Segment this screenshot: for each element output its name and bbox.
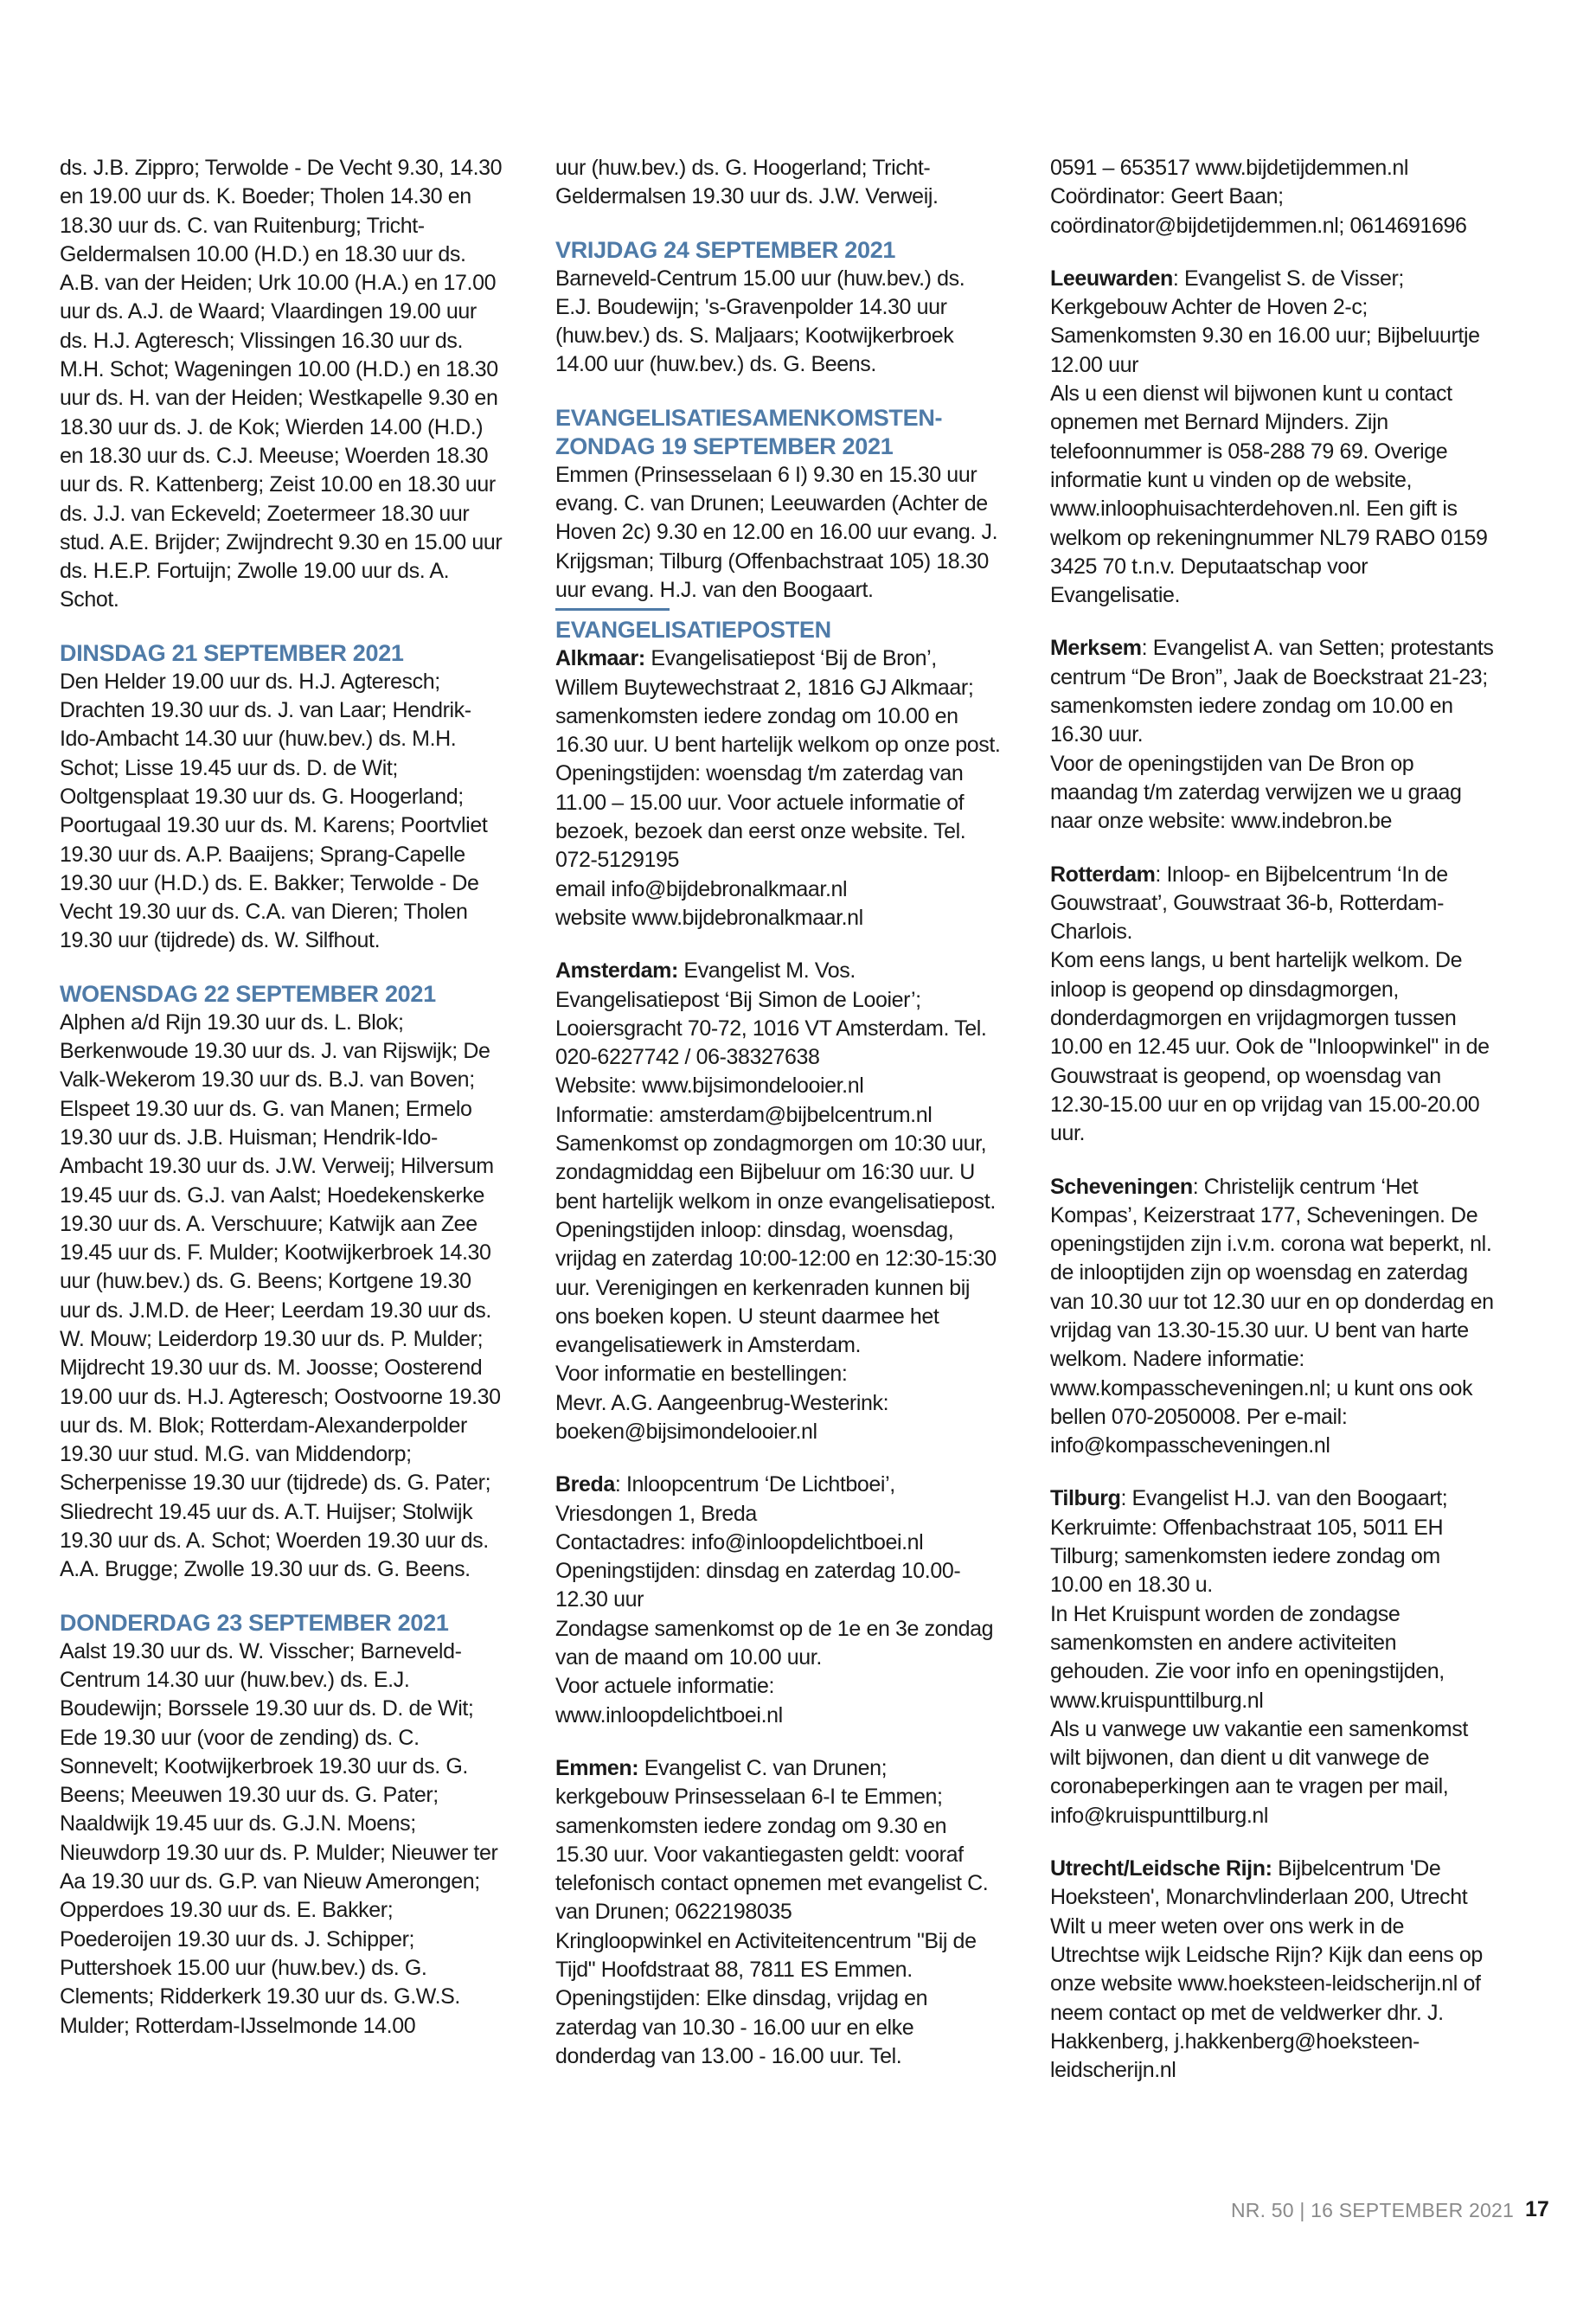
place-name-merksem: Merksem [1050,636,1142,661]
entry-rotterdam: Rotterdam: Inloop- en Bijbelcentrum ‘In de Gouwstraat’, Gouwstraat 36-b, Rotterdam-Charlois. [1050,862,1448,945]
utrecht-details: Wilt u meer weten over ons werk in de Utrechtse wijk Leidsche Rijn? Kijk dan eens op onze website www.hoeksteen-leidscherijn.nl of neem contact op met de veldwerker dhr. J. Hakkenberg, j.hakkenberg@hoeksteen-leidscherijn.nl [1050,1913,1483,2083]
paragraph-dinsdag: Den Helder 19.00 uur ds. H.J. Agteresch; Drachten 19.30 uur ds. J. van Laar; Hendrik-Ido-Ambacht 14.30 uur (huw.bev.) ds. M.H. Schot; Lisse 19.45 uur ds. D. de Wit; Ooltgensplaat 19.30 uur ds. G. Hoogerland; Poortugaal 19.30 uur ds. M. Karens; Poortvliet 19.30 uur ds. A.P. Baaijens; Sprang-Capelle 19.30 uur (H.D.) ds. E. Bakker; Terwolde - De Vecht 19.30 uur ds. C.A. van Dieren; Tholen 19.30 uur (tijdrede) ds. W. Silfhout. [60,669,488,953]
paragraph-donderdag: Aalst 19.30 uur ds. W. Visscher; Barneveld-Centrum 14.30 uur (huw.bev.) ds. E.J. Boudewijn; Borssele 19.30 uur ds. D. de Wit; Ede 19.30 uur (voor de zending) ds. C. Sonnevelt; Kootwijkerbroek 19.30 uur ds. G. Beens; Meeuwen 19.30 uur ds. G. Pater; Naaldwijk 19.45 uur ds. G.J.N. Moens; Nieuwdorp 19.30 uur ds. P. Mulder; Nieuwer ter Aa 19.30 uur ds. G.P. van Nieuw Amerongen; Opperdoes 19.30 uur ds. E. Bakker; Poederoijen 19.30 uur ds. J. Schipper; Puttershoek 15.00 uur (huw.bev.) ds. G. Clements; Ridderkerk 19.30 uur ds. G.W.S. Mulder; Rotterdam-IJsselmonde 14.00 [60,1638,498,2038]
amsterdam-details: Samenkomst op zondagmorgen om 10:30 uur, zondagmiddag een Bijbeluur om 16:30 uur. U bent hartelijk welkom in onze evangelisatiepost. Openingstijden inloop: dinsdag, woensdag, vrijdag en zaterdag 10:00-12:00 en 12:30-15:30 uur. Verenigingen en kerkenraden kunnen bij ons boeken kopen. U steunt daarmee het evangelisatiewerk in Amsterdam. [555,1131,997,1358]
entry-merksem: Merksem: Evangelist A. van Setten; protestants centrum “De Bron”, Jaak de Boeckstraat 21-23; samenkomsten iedere zondag om 10.00 en 16.30 uur. [1050,636,1494,747]
amsterdam-website: Website: www.bijsimondelooier.nl [555,1074,864,1099]
paragraph-woensdag: Alphen a/d Rijn 19.30 uur ds. L. Blok; Berkenwoude 19.30 uur ds. J. van Rijswijk; De Valk-Wekerom 19.30 uur ds. B.J. van Boven; Elspeet 19.30 uur ds. G. van Manen; Ermelo 19.30 uur ds. J.B. Huisman; Hendrik-Ido-Ambacht 19.30 uur ds. J.W. Verweij; Hilversum 19.45 uur ds. G.J. van Aalst; Hoedekenskerke 19.30 uur ds. A. Verschuure; Katwijk aan Zee 19.45 uur ds. F. Mulder; Kootwijkerbroek 14.30 uur (huw.bev.) ds. G. Beens; Kortgene 19.30 uur ds. J.M.D. de Heer; Leerdam 19.30 uur ds. W. Mouw; Leiderdorp 19.30 uur ds. P. Mulder; Mijdrecht 19.30 uur ds. M. Joosse; Oosterend 19.00 uur ds. H.J. Agteresch; Oostvoorne 19.30 uur ds. M. Blok; Rotterdam-Alexanderpolder 19.30 uur stud. M.G. van Middendorp; Scherpenisse 19.30 uur (tijdrede) ds. G. Pater; Sliedrecht 19.45 uur ds. A.T. Huijser; Stolwijk 19.30 uur ds. A. Schot; Woerden 19.30 uur ds. A.A. Brugge; Zwolle 19.30 uur ds. G. Beens. [60,1009,501,1582]
place-name-leeuwarden: Leeuwarden [1050,266,1173,291]
amsterdam-contact: Mevr. A.G. Aangeenbrug-Westerink: boeken@bijsimondelooier.nl [555,1390,889,1444]
alkmaar-email: email info@bijdebronalkmaar.nl [555,876,848,901]
breda-meeting: Zondagse samenkomst op de 1e en 3e zondag van de maand om 10.00 uur. [555,1616,994,1670]
tilburg-kruispunt: In Het Kruispunt worden de zondagse samenkomsten en andere activiteiten gehouden. Zie voor info en openingstijden, www.kruispunttilburg.nl [1050,1601,1445,1713]
breda-contact: Contactadres: info@inloopdelichtboei.nl [555,1529,924,1554]
amsterdam-orders: Voor informatie en bestellingen: [555,1362,848,1387]
breda-info-label: Voor actuele informatie: [555,1674,775,1699]
rotterdam-details: Kom eens langs, u bent hartelijk welkom. De inloop is geopend op dinsdagmorgen, donderdagmorgen en vrijdagmorgen tussen 10.00 en 12.45 uur. Ook de "Inloopwinkel" in de Gouwstraat is geopend, op woensdag van 12.30-15.00 uur en op vrijdag van 15.00-20.00 uur. [1050,948,1490,1146]
place-name-rotterdam: Rotterdam [1050,862,1156,887]
paragraph-vrijdag: Barneveld-Centrum 15.00 uur (huw.bev.) ds. E.J. Boudewijn; 's-Gravenpolder 14.30 uur (huw.bev.) ds. S. Maljaars; Kootwijkerbroek 14.00 uur (huw.bev.) ds. G. Beens. [555,266,965,377]
entry-amsterdam: Amsterdam: Evangelist M. Vos. Evangelisatiepost ‘Bij Simon de Looier’; Looiersgracht 70-72, 1016 VT Amsterdam. Tel. 020-6227742 / 06-38327638 [555,958,987,1070]
place-name-breda: Breda [555,1472,615,1497]
entry-utrecht: Utrecht/Leidsche Rijn: Bijbelcentrum 'De Hoeksteen', Monarchvlinderlaan 200, Utrecht [1050,1856,1468,1910]
paragraph-donderdag-continued: uur (huw.bev.) ds. G. Hoogerland; Tricht-Geldermalsen 19.30 uur ds. J.W. Verweij. [555,156,939,209]
breda-website: www.inloopdelichtboei.nl [555,1702,783,1727]
heading-dinsdag: DINSDAG 21 SEPTEMBER 2021 [60,639,404,666]
column-1 [60,154,505,2041]
heading-evangelisatieposten: EVANGELISATIEPOSTEN [555,617,831,644]
emmen-kringloop: Kringloopwinkel en Activiteitencentrum "Bij de Tijd" Hoofdstraat 88, 7811 ES Emmen. Openingstijden: Elke dinsdag, vrijdag en zaterdag van 10.30 - 16.00 uur en elke donderdag van 13.00 - 16.00 uur. Tel. [555,1928,977,2068]
emmen-coordinator: Coördinator: Geert Baan; coördinator@bijdetijdemmen.nl; 0614691696 [1050,184,1467,238]
column-3 [1050,154,1496,2085]
paragraph-evangelisatiesamenkomsten: Emmen (Prinsesselaan 6 I) 9.30 en 15.30 uur evang. C. van Drunen; Leeuwarden (Achter de Hoven 2c) 9.30 en 12.00 en 16.00 uur evang. J. Krijgsman; Tilburg (Offenbachstraat 105) 18.30 uur evang. H.J. van den Boogaart. [555,462,998,602]
place-name-alkmaar: Alkmaar: [555,646,645,671]
amsterdam-info: Informatie: amsterdam@bijbelcentrum.nl [555,1102,933,1127]
breda-hours: Openingstijden: dinsdag en zaterdag 10.00-12.30 uur [555,1559,961,1612]
entry-leeuwarden: Leeuwarden: Evangelist S. de Visser; Kerkgebouw Achter de Hoven 2-c; Samenkomsten 9.30 en 16.00 uur; Bijbeluurtje 12.00 uur [1050,266,1480,377]
tilburg-vakantie: Als u vanwege uw vakantie een samenkomst wilt bijwonen, dan dient u dit vanwege de coronabeperkingen aan te vragen per mail, info@kruispunttilburg.nl [1050,1716,1468,1828]
page-number: 17 [1525,2197,1549,2221]
heading-evangelisatiesamenkomsten-1: EVANGELISATIESAMENKOMSTEN- [555,404,943,431]
paragraph-zondag-continued: ds. J.B. Zippro; Terwolde - De Vecht 9.30, 14.30 en 19.00 uur ds. K. Boeder; Tholen 14.30 en 18.30 uur ds. C. van Ruitenburg; Tricht-Geldermalsen 10.00 (H.D.) en 18.30 uur ds. A.B. van der Heiden; Urk 10.00 (H.A.) en 17.00 uur ds. A.J. de Waard; Vlaardingen 19.00 uur ds. H.J. Agteresch; Vlissingen 16.30 uur ds. M.H. Schot; Wageningen 10.00 (H.D.) en 18.30 uur ds. H. van der Heiden; Westkapelle 9.30 en 18.30 uur ds. J. de Kok; Wierden 14.00 (H.D.) en 18.30 uur ds. C.J. Meeuse; Woerden 18.30 uur ds. R. Kattenberg; Zeist 10.00 en 18.30 uur ds. J.J. van Eckeveld; Zoetermeer 18.30 uur stud. A.E. Brijder; Zwijndrecht 9.30 en 15.00 uur ds. H.E.P. Fortuijn; Zwolle 19.00 uur ds. A. Schot. [60,156,503,612]
entry-tilburg: Tilburg: Evangelist H.J. van den Boogaart; Kerkruimte: Offenbachstraat 105, 5011 EH Tilburg; samenkomsten iedere zondag om 10.00 en 18.30 u. [1050,1486,1448,1598]
leeuwarden-details: Als u een dienst wil bijwonen kunt u contact opnemen met Bernard Mijnders. Zijn telefoonnummer is 058-288 79 69. Overige informatie kunt u vinden op de website, www.inloophuisachterdehoven.nl. Een gift is welkom op rekeningnummer NL79 RABO 0159 3425 70 t.n.v. Deputaatschap voor Evangelisatie. [1050,381,1488,608]
heading-vrijdag: VRIJDAG 24 SEPTEMBER 2021 [555,236,896,263]
place-name-emmen: Emmen: [555,1755,639,1780]
place-name-utrecht: Utrecht/Leidsche Rijn: [1050,1856,1272,1881]
place-name-scheveningen: Scheveningen [1050,1174,1193,1199]
place-name-tilburg: Tilburg [1050,1486,1121,1511]
emmen-phone-continued: 0591 – 653517 www.bijdetijdemmen.nl [1050,156,1409,180]
heading-donderdag: DONDERDAG 23 SEPTEMBER 2021 [60,1609,449,1636]
entry-alkmaar: Alkmaar: Evangelisatiepost ‘Bij de Bron’, Willem Buytewechstraat 2, 1816 GJ Alkmaar; samenkomsten iedere zondag om 10.00 en 16.30 uur. U bent hartelijk welkom op onze post. Openingstijden: woensdag t/m zaterdag van 11.00 – 15.00 uur. Voor actuele informatie of bezoek, bezoek dan eerst onze website. Tel. 072-5129195 [555,646,1001,873]
heading-woensdag: WOENSDAG 22 SEPTEMBER 2021 [60,980,436,1007]
heading-evangelisatiesamenkomsten-2: ZONDAG 19 SEPTEMBER 2021 [555,433,894,459]
entry-scheveningen: Scheveningen: Christelijk centrum ‘Het Kompas’, Keizerstraat 177, Scheveningen. De openingstijden zijn i.v.m. corona wat beperkt, nl. de inlooptijden zijn op woensdag en zaterdag van 10.30 uur tot 12.30 uur en op donderdag en vrijdag van 13.30-15.30 uur. U bent van harte welkom. Nadere informatie: www.kompasscheveningen.nl; u kunt ons ook bellen 070-2050008. Per e-mail: info@kompasscheveningen.nl [1050,1174,1494,1458]
issue-date: NR. 50 | 16 SEPTEMBER 2021 [1231,2199,1514,2221]
place-name-amsterdam: Amsterdam: [555,958,678,984]
alkmaar-website: website www.bijdebronalkmaar.nl [555,905,863,930]
entry-emmen: Emmen: Evangelist C. van Drunen; kerkgebouw Prinsesselaan 6-I te Emmen; samenkomsten iedere zondag om 9.30 en 15.30 uur. Voor vakantiegasten geldt: vooraf telefonisch contact opnemen met evangelist C. van Drunen; 0622198035 [555,1755,989,1925]
merksem-details: Voor de openingstijden van De Bron op maandag t/m zaterdag verwijzen we u graag naar onze website: www.indebron.be [1050,751,1462,834]
entry-breda: Breda: Inloopcentrum ‘De Lichtboei’, Vriesdongen 1, Breda [555,1472,895,1526]
section-divider [555,608,670,611]
column-2 [555,154,1001,2071]
